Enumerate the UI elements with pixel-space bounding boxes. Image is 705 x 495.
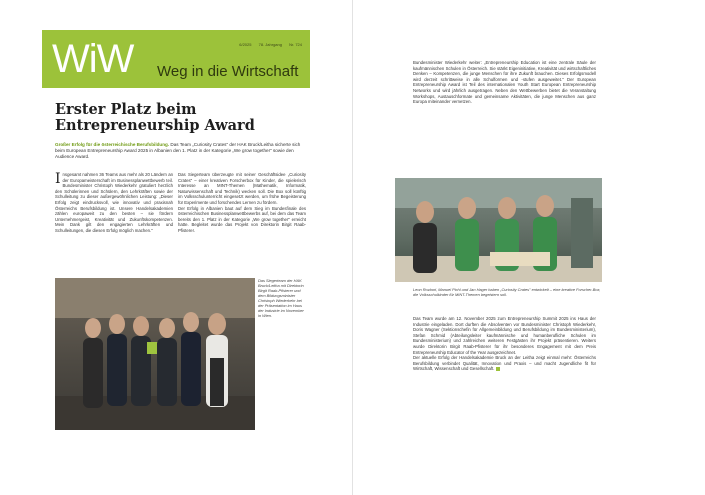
left-page [0, 0, 352, 495]
issue-info [233, 42, 302, 47]
col4-paragraph-1: Das Team wurde am 12. November 2025 zum Entrepreneurship Summit 2025 ins Haus der Industrie eingeladen. Dort durften die Absolventen vor Bundesminister Christoph Wiederkehr, Doris Wagner (Sektionschefin für Allgemeinbildung und Berufsbildung im Bundesministerium), Stefan Schmid (Abteilungsleiter kaufmännische und humanberufliche Schulen im Bundesministerium) und zahlreichen weiteren Festgästen ihr Projekt präsentieren. Weiters wurde Direktorin Birgit Raab-Pfisterer für ihr besonderes Engagement mit dem Preis Entrepreneurship Educator of the Year ausgezeichnet. [413, 316, 596, 355]
end-mark-icon [496, 367, 500, 371]
headline-line-1: Erster Platz beim [55, 101, 197, 118]
body-column-4 [413, 316, 596, 372]
photo-caption-1: Das Siegerteam der HAK Bruck/Leitha mit Direktorin Birgit Raab-Pfisterer und dem Bildungsminister Christoph Wiederkehr bei der Präsentation im Haus der Industrie im November in Wien. [258, 278, 304, 318]
group-photo-illustration [55, 278, 255, 430]
col2-paragraph-2: Der Erfolg in Albanien baut auf dem Sieg im Bundesfinale des österreichischen Businessplanwettbewerbs auf, bei dem das Team bereits den 1. Platz in der Kategorie „We grow together" erreicht hatte. Begleitet wurde das Projekt von Direktorin Birgit Raab-Pfisterer. [178, 205, 306, 233]
lead-text: Das Team „Curiosity Crates" der HAK Bruck/Leitha sicherte sich beim European Entrepreneurship Award 2025 in Albanien den 1. Platz in der Kategorie „We grow together" sowie den Audience Award. [55, 142, 301, 159]
issue-number: 6/2025 [239, 42, 252, 47]
col2-paragraph-1: Das Siegerteam überzeugte mit seiner Geschäftsidee „Curiosity Crates" – einer kreativen Forscherbox für Kinder, die spielerisch Interesse an MINT-Themen (Mathematik, Informatik, Naturwissenschaft und Technik) wecken soll. Die Box soll künftig im Volksschulunterricht eingesetzt werden, um frühe Begeisterung für Experimente und forschendes Lernen zu fördern. [178, 172, 306, 205]
headline-line-2: Entrepreneurship Award [55, 117, 255, 134]
article-lead [55, 142, 310, 159]
masthead [42, 30, 310, 88]
article-headline [55, 102, 315, 134]
col1-text: nsgesamt nahmen 36 Teams aus mehr als 20 Ländern an der Europameisterschaft im Businessplanwettbewerb teil. Bundesminister Christoph Wiederkehr gratuliert herzlich den Schülerinnen und Schülern, den Lehrkräften sowie der Schulleitung zu dieser außergewöhnlichen Leistung: „Dieser Erfolg zeigt eindrucksvoll, wie innovativ und praxisnah Österreichs Berufsbildung ist. Unsere Handelsakademien zählen europaweit zu den besten – sie fördern Unternehmergeist, Kreativität und Zukunftskompetenzen. Mein Dank gilt den engagierten Lehrkräften und Schulleitungen, die diesen Erfolg möglich machen." [55, 172, 173, 233]
lead-highlight: Großer Erfolg für die österreichische Berufsbildung. [55, 142, 170, 147]
body-column-3 [413, 60, 596, 105]
photo-caption-2: Leon Rozbori, Manuel Pichl und Jan Hager haben „Curiosity Crates" entwickelt – eine kreative Forscher-Box, die Volksschulkinder für MINT-Themen begeistern soll. [413, 287, 601, 297]
col3-text: Bundesminister Wiederkehr weiter: „Entrepreneurship Education ist eine zentrale Säule der kaufmännischen Schulen in Österreich. Sie stärkt Eigeninitiative, Kreativität und wirtschaftliches Denken – Kompetenzen, die junge Menschen für ihre Zukunft brauchen. Dieses Erfolgsmodell wird derzeit schrittweise in alle Schulformen und -stufen ausgeweitet." Der European Entrepreneurship Award ist Teil des internationalen Youth Start European Entrepreneurship Networks und wird jährlich ausgetragen. Neben den Wettbewerben bietet die Veranstaltung Workshops, Austauschformate und gemeinsame Aktivitäten, die junge Menschen aus ganz Europa miteinander vernetzen. [413, 60, 596, 105]
issue-nr: Nr. 724 [289, 42, 302, 47]
issue-year: 78. Jahrgang [258, 42, 282, 47]
drop-cap: I [55, 171, 61, 187]
team-photo-illustration [395, 178, 602, 282]
body-column-1 [55, 172, 173, 234]
body-column-2 [178, 172, 306, 234]
col4-paragraph-2 [413, 355, 596, 372]
wiw-logo: WiW [52, 37, 134, 81]
photo-award-team [55, 278, 255, 430]
section-title: Weg in die Wirtschaft [157, 63, 299, 80]
col4-paragraph-2-text: Der aktuelle Erfolg der Handelsakademie Bruck an der Leitha zeigt einmal mehr: Österreichs Berufsbildung verbindet Qualität, Innovation und Praxis – und macht Jugendliche fit für Wirtschaft, Wissenschaft und Gesellschaft. [413, 355, 596, 372]
photo-curiosity-crates-team [395, 178, 602, 282]
